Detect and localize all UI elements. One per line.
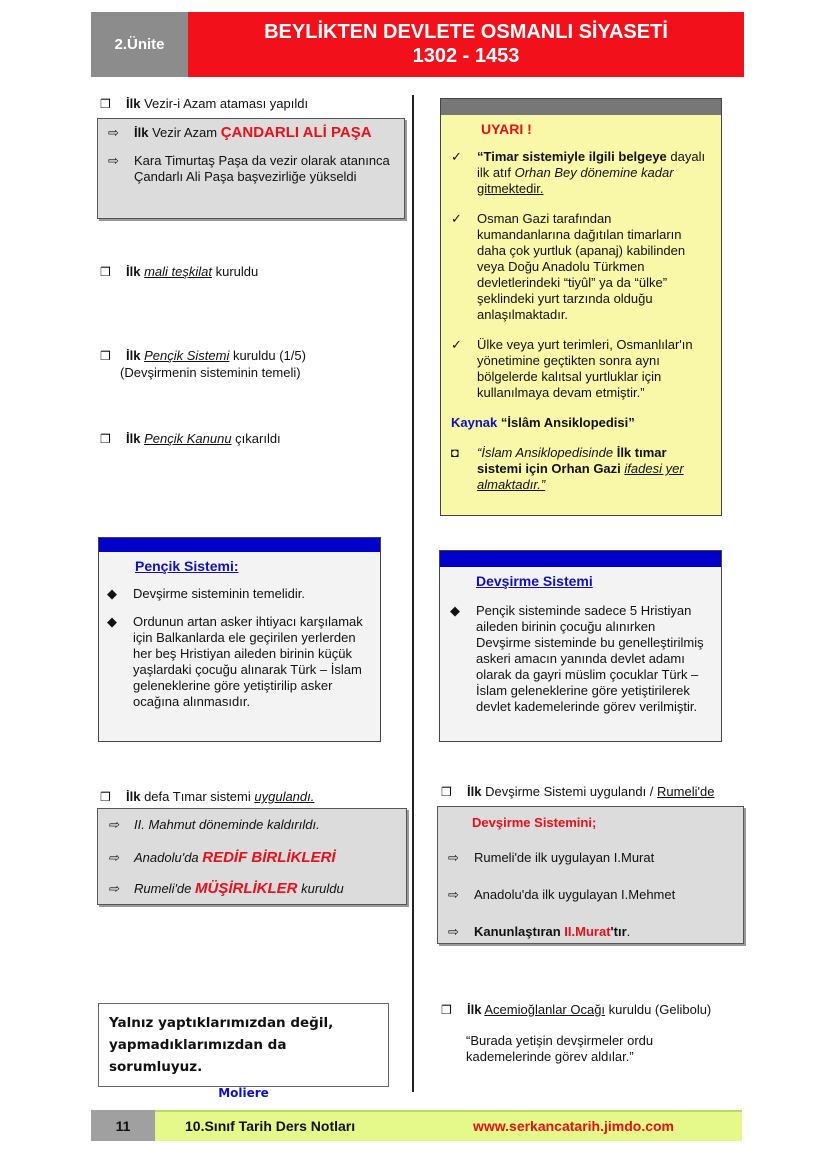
warning-box (440, 98, 722, 516)
check-icon: ✓ (451, 149, 462, 164)
check-item (451, 211, 707, 323)
ilk-label: İlk (467, 1002, 482, 1017)
text: Pençik sisteminde sadece 5 Hristiyan aileden birinin çocuğu alınırken Devşirme sisteminde bu genelleştirilmiş askeri amacın yanında devlet adamı olarak da gayri müslim çocuklar Türk – İslam geleneklerine göre yetiştirilerek devlet kademelerinde görev verilmiştir. (476, 603, 704, 714)
text: Ülke veya yurt terimleri, Osmanlılar'ın yönetimine geçtikten sonra aynı bölgelerde kalıtsal yurtluklar için kullanılmaya devam etmiştir.” (477, 337, 693, 400)
check-icon: ✓ (451, 337, 462, 352)
footer-url[interactable]: www.serkancatarih.jimdo.com (473, 1118, 674, 1134)
text: dayalı ilk atıf (477, 149, 706, 180)
right-item-2 (441, 1002, 711, 1018)
highlight: II.Murat (564, 924, 611, 939)
square-icon: ❒ (100, 349, 111, 363)
panel-title: Pençik Sistemi: (135, 558, 239, 574)
emph: uygulandı. (254, 789, 315, 804)
text: Rumeli'de ilk uygulayan I.Murat (474, 850, 655, 865)
devsirme-panel (439, 550, 722, 742)
text: “İslam Ansiklopedisinde (477, 445, 614, 460)
acemi-quote: “Burada yetişin devşirmeler ordu kademelerinde görev aldılar.” (466, 1033, 654, 1064)
text: kuruldu (297, 881, 344, 896)
text: Orhan Bey dönemine kadar (514, 165, 674, 180)
item-text: Vezir-i Azam ataması yapıldı (140, 96, 309, 111)
quote-box (98, 1003, 389, 1100)
arrow-icon: ⇨ (448, 850, 459, 865)
highlight: REDİF BİRLİKLERİ (202, 849, 336, 866)
emph: Pençik Kanunu (144, 431, 232, 446)
left-item-4 (100, 431, 281, 447)
ilk-label: İlk (126, 789, 141, 804)
vezir-box (97, 118, 405, 219)
arrow-icon: ⇨ (448, 924, 459, 939)
text: Anadolu'da ilk uygulayan I.Mehmet (474, 887, 676, 902)
arrow-line (108, 125, 394, 141)
page-title (188, 12, 744, 77)
text: Osman Gazi tarafından kumandanlarına dağıtılan timarların daha çok yurtluk (apanaj) kabilinden veya Doğu Anadolu Türkmen devletlerindeki “tiyûl” ya da “ülke” şeklindeki yurt tarzında olduğu anlaşılmaktadır. (477, 211, 686, 322)
text: gitmektedir. (477, 181, 544, 196)
text: Kanunlaştıran (474, 924, 565, 939)
text: Rumeli'de (134, 881, 196, 896)
emph: Rumeli'de (657, 784, 715, 799)
text: kuruldu (1/5) (229, 348, 306, 363)
arrow-icon: ⇨ (108, 881, 119, 896)
text: kuruldu (212, 264, 259, 279)
pencik-panel (98, 537, 381, 742)
title-line1: BEYLİKTEN DEVLETE OSMANLI SİYASETİ (264, 21, 668, 43)
arrow-icon: ⇨ (108, 817, 119, 832)
title-line2: 1302 - 1453 (412, 45, 520, 67)
quote-line: yapmadıklarımızdan da sorumluyuz. (109, 1037, 287, 1075)
text: ifadesi yer almaktadır.” (477, 461, 684, 492)
quote-author: Moliere (218, 1086, 269, 1100)
highlight: MÜŞİRLİKLER (195, 880, 298, 897)
devsirme-box (437, 806, 744, 944)
warning-bar (441, 99, 721, 115)
square-icon: ❒ (100, 790, 111, 804)
left-item-2 (100, 264, 258, 280)
square-icon: ◘ (451, 445, 459, 460)
footer-bar (155, 1110, 742, 1141)
text: defa Tımar sistemi (140, 789, 255, 804)
check-item (451, 337, 707, 401)
column-divider (412, 95, 414, 1092)
text: Kara Timurtaş Paşa da vezir olarak atanınca Çandarlı Ali Paşa başvezirliğe yükseldi (134, 153, 390, 184)
footer-title: 10.Sınıf Tarih Ders Notları (185, 1118, 356, 1134)
ilk-label: İlk (126, 264, 141, 279)
highlight: ÇANDARLI ALİ PAŞA (220, 124, 372, 141)
arrow-line (448, 887, 733, 903)
text: Vezir Azam (148, 125, 221, 140)
text: kuruldu (Gelibolu) (605, 1002, 712, 1017)
text: çıkarıldı (231, 431, 281, 446)
text: Ordunun artan asker ihtiyacı karşılamak için Balkanlarda ele geçirilen yerlerden her beş Hristiyan aileden birinin küçük yaşlardaki çocuğu alınarak Türk – İslam geleneklerine göre yetiştirilip asker ocağına alınmasıdır. (133, 614, 363, 709)
source-label: Kaynak (451, 415, 498, 430)
text: İlk tımar sistemi için Orhan Gazi (477, 445, 667, 476)
left-item-1 (100, 96, 308, 112)
text: Devşirme sisteminin temelidir. (133, 586, 305, 601)
page-number: 11 (91, 1110, 155, 1141)
item-3-sub: (Devşirmenin sisteminin temeli) (120, 365, 301, 380)
panel-bar (440, 551, 721, 567)
arrow-line (448, 924, 733, 940)
panel-title: Devşirme Sistemi (476, 573, 593, 589)
box-title: Devşirme Sistemini; (472, 815, 597, 830)
emph: Pençik Sistemi (144, 348, 230, 363)
arrow-icon: ⇨ (108, 125, 119, 140)
ilk-label: İlk (126, 431, 141, 446)
square-icon: ❒ (100, 97, 111, 111)
diamond-icon: ◆ (107, 614, 117, 629)
diamond-icon: ◆ (107, 586, 117, 601)
arrow-line (108, 153, 394, 185)
check-item (451, 149, 707, 197)
square-icon: ❒ (100, 265, 111, 279)
arrow-line (448, 850, 733, 866)
note-item (451, 445, 707, 493)
ilk-label: İlk (126, 96, 141, 111)
bullet (107, 614, 370, 710)
emph: Acemioğlanlar Ocağı (484, 1002, 606, 1017)
arrow-line (108, 817, 396, 833)
check-icon: ✓ (451, 211, 462, 226)
source-text: “İslâm Ansiklopedisi” (497, 415, 635, 430)
arrow-icon: ⇨ (108, 850, 119, 865)
arrow-icon: ⇨ (448, 887, 459, 902)
text: Devşirme Sistemi uygulandı / (481, 784, 658, 799)
text: II. Mahmut döneminde kaldırıldı. (134, 817, 320, 832)
text: . (626, 924, 631, 939)
timar-box (97, 808, 407, 905)
arrow-line (108, 881, 396, 897)
bullet (450, 603, 711, 715)
right-item-1 (441, 784, 714, 800)
quote-line: Yalnız yaptıklarımızdan değil, (109, 1015, 334, 1031)
arrow-icon: ⇨ (108, 153, 119, 168)
warning-title: UYARI ! (481, 121, 532, 137)
bullet (107, 586, 370, 602)
left-item-5 (100, 789, 314, 805)
square-icon: ❒ (100, 432, 111, 446)
unit-label: 2.Ünite (91, 12, 188, 77)
text: “Timar sistemiyle ilgili belgeye (477, 149, 667, 164)
square-icon: ❒ (441, 1003, 452, 1017)
ilk-label: İlk (134, 125, 149, 140)
ilk-label: İlk (467, 784, 482, 799)
panel-bar (99, 538, 380, 552)
arrow-line (108, 850, 396, 866)
left-item-3 (100, 348, 306, 364)
ilk-label: İlk (126, 348, 141, 363)
emph: mali teşkilat (144, 264, 213, 279)
text: Anadolu'da (134, 850, 203, 865)
diamond-icon: ◆ (450, 603, 460, 618)
square-icon: ❒ (441, 785, 452, 799)
source-line (451, 415, 707, 431)
text: 'tır (610, 924, 627, 939)
